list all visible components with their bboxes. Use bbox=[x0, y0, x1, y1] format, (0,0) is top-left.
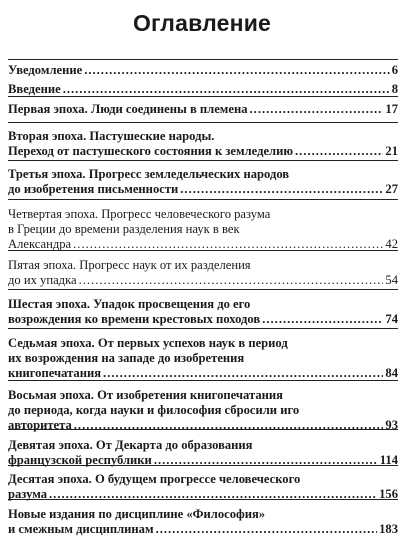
toc-entry-title: Первая эпоха. Люди соединены в племена bbox=[8, 102, 248, 116]
toc-entry-line: Вторая эпоха. Пастушеские народы. bbox=[8, 129, 215, 143]
toc-page-number: 84 bbox=[385, 366, 398, 380]
toc-entry-title: Александра bbox=[8, 237, 72, 251]
dot-leader bbox=[49, 487, 377, 502]
toc-entry[interactable] bbox=[8, 102, 398, 117]
toc-entry-last-line bbox=[8, 63, 398, 78]
toc-entry-last-line bbox=[8, 237, 398, 252]
toc-entry[interactable] bbox=[8, 507, 398, 537]
toc-divider bbox=[8, 328, 398, 329]
toc-page-number: 6 bbox=[391, 63, 398, 77]
toc-entry-title: и смежным дисциплинам bbox=[8, 522, 154, 536]
toc-entry[interactable] bbox=[8, 297, 398, 327]
toc-entry[interactable] bbox=[8, 82, 398, 97]
toc-entry-title: Уведомление bbox=[8, 63, 83, 77]
toc-page-number: 74 bbox=[385, 312, 398, 326]
toc-entry[interactable] bbox=[8, 438, 398, 468]
toc-entry[interactable] bbox=[8, 207, 398, 252]
toc-page-number: 27 bbox=[385, 182, 398, 196]
dot-leader bbox=[74, 418, 384, 433]
toc-entry-last-line bbox=[8, 312, 398, 327]
dot-leader bbox=[154, 453, 378, 468]
toc-entry-title: до их упадка bbox=[8, 273, 77, 287]
toc-entry-last-line bbox=[8, 273, 398, 288]
toc-divider bbox=[8, 199, 398, 200]
toc-entry[interactable] bbox=[8, 472, 398, 502]
dot-leader bbox=[295, 144, 383, 159]
toc-entry-title: возрождения ко времени крестовых походов bbox=[8, 312, 261, 326]
toc-entry[interactable] bbox=[8, 388, 398, 433]
toc-entry[interactable] bbox=[8, 129, 398, 159]
toc-entry-line: Четвертая эпоха. Прогресс человеческого разума bbox=[8, 207, 271, 221]
toc-divider bbox=[8, 59, 398, 60]
dot-leader bbox=[84, 63, 390, 78]
toc-entry-line: Третья эпоха. Прогресс земледельческих народов bbox=[8, 167, 290, 181]
toc-entry-line: Новые издания по дисциплине «Философия» bbox=[8, 507, 266, 521]
dot-leader bbox=[79, 273, 384, 288]
toc-page-number: 114 bbox=[379, 453, 398, 467]
toc-page-number: 54 bbox=[385, 273, 398, 287]
toc-entry-title: книгопечатания bbox=[8, 366, 102, 380]
toc-page-number: 17 bbox=[385, 102, 398, 116]
toc-entry-title: до изобретения письменности bbox=[8, 182, 179, 196]
toc-entry-title: Переход от пастушеского состояния к земледелию bbox=[8, 144, 293, 158]
toc-entry-line: Шестая эпоха. Упадок просвещения до его bbox=[8, 297, 251, 311]
toc-entry-title: авторитета bbox=[8, 418, 72, 432]
toc-divider bbox=[8, 289, 398, 290]
toc-entry-line: Девятая эпоха. От Декарта до образования bbox=[8, 438, 253, 452]
toc-entry-line: их возрождения на западе до изобретения bbox=[8, 351, 245, 365]
toc-entry-line: до периода, когда науки и философия сбросили иго bbox=[8, 403, 300, 417]
toc-entry-title: разума bbox=[8, 487, 48, 501]
toc-entry-line: Пятая эпоха. Прогресс наук от их разделения bbox=[8, 258, 251, 272]
toc-entry-title: Введение bbox=[8, 82, 61, 96]
toc-entry-line: Восьмая эпоха. От изобретения книгопечатания bbox=[8, 388, 283, 402]
toc-entry-line: в Греции до времени разделения наук в век bbox=[8, 222, 240, 236]
toc-entry-last-line bbox=[8, 102, 398, 117]
toc-entry-last-line bbox=[8, 453, 398, 468]
toc-page-number: 183 bbox=[379, 522, 398, 536]
toc-entry-last-line bbox=[8, 366, 398, 381]
page-title: Оглавление bbox=[132, 10, 272, 36]
toc-entry-last-line bbox=[8, 418, 398, 433]
toc-page-number: 21 bbox=[385, 144, 398, 158]
dot-leader bbox=[262, 312, 383, 327]
dot-leader bbox=[156, 522, 378, 537]
toc-page-number: 156 bbox=[379, 487, 398, 501]
toc-entry[interactable] bbox=[8, 167, 398, 197]
toc-entry-last-line bbox=[8, 522, 398, 537]
toc-divider bbox=[8, 122, 398, 123]
dot-leader bbox=[73, 237, 383, 252]
toc-entry-last-line bbox=[8, 144, 398, 159]
toc-entry-last-line bbox=[8, 182, 398, 197]
toc-entry-last-line bbox=[8, 82, 398, 97]
toc-entry[interactable] bbox=[8, 63, 398, 78]
toc-entry-title: французской республики bbox=[8, 453, 152, 467]
toc-entry[interactable] bbox=[8, 336, 398, 381]
dot-leader bbox=[63, 82, 390, 97]
toc-page-number: 93 bbox=[385, 418, 398, 432]
toc-entry[interactable] bbox=[8, 258, 398, 288]
toc-entry-line: Десятая эпоха. О будущем прогрессе человеческого bbox=[8, 472, 301, 486]
toc-entry-line: Седьмая эпоха. От первых успехов наук в период bbox=[8, 336, 288, 350]
toc-page-number: 8 bbox=[391, 82, 398, 96]
toc-entry-last-line bbox=[8, 487, 398, 502]
toc-page-number: 42 bbox=[385, 237, 398, 251]
dot-leader bbox=[250, 102, 384, 117]
dot-leader bbox=[180, 182, 383, 197]
dot-leader bbox=[103, 366, 383, 381]
toc-divider bbox=[8, 160, 398, 161]
